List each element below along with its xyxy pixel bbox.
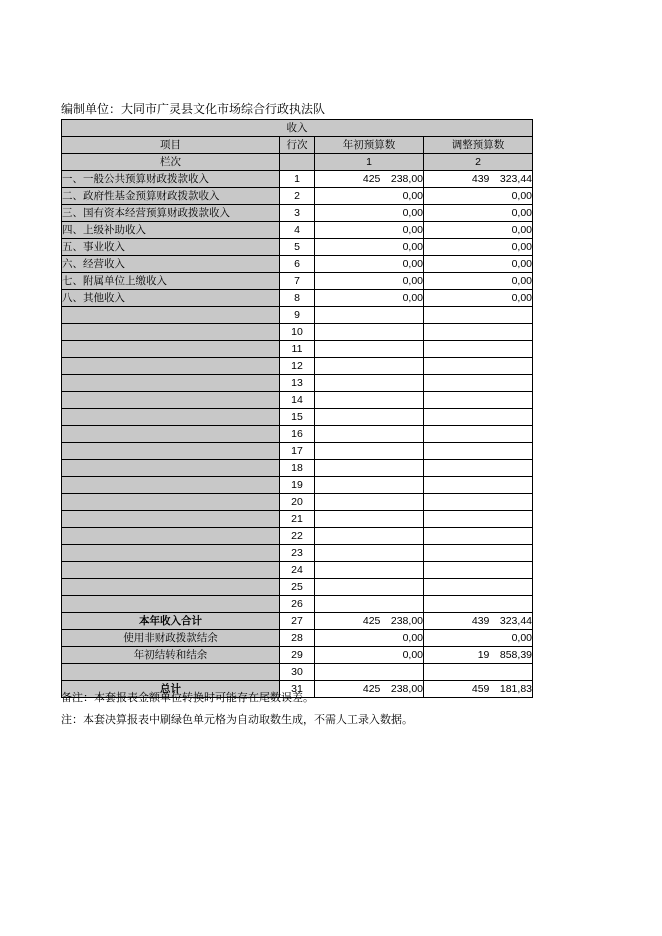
row-number-cell: 28 xyxy=(280,630,315,647)
row-item-label xyxy=(62,358,280,375)
row-item-label: 七、附属单位上缴收入 xyxy=(62,273,280,290)
table-row xyxy=(62,273,533,290)
row-value-adjusted-budget: 0,00 xyxy=(424,630,533,647)
row-value-initial-budget xyxy=(315,511,424,528)
row-value-initial-budget xyxy=(315,324,424,341)
row-value-initial-budget xyxy=(315,477,424,494)
row-value-adjusted-budget xyxy=(424,545,533,562)
table-remark: 备注：本套报表金额单位转换时可能存在尾数误差。 xyxy=(61,692,314,704)
row-value-initial-budget: 0,00 xyxy=(315,239,424,256)
row-item-label xyxy=(62,596,280,613)
row-value-adjusted-budget xyxy=(424,409,533,426)
row-value-adjusted-budget: 0,00 xyxy=(424,188,533,205)
row-value-initial-budget xyxy=(315,494,424,511)
row-value-adjusted-budget: 0,00 xyxy=(424,273,533,290)
row-item-label: 年初结转和结余 xyxy=(62,647,280,664)
table-row xyxy=(62,511,533,528)
row-item-label: 总计 xyxy=(62,681,280,698)
row-item-label xyxy=(62,528,280,545)
row-value-initial-budget: 425 238,00 xyxy=(315,681,424,698)
row-value-adjusted-budget xyxy=(424,596,533,613)
row-value-initial-budget: 0,00 xyxy=(315,647,424,664)
row-value-adjusted-budget xyxy=(424,460,533,477)
row-value-initial-budget xyxy=(315,596,424,613)
table-row xyxy=(62,579,533,596)
column-index-label: 栏次 xyxy=(62,154,280,171)
row-number-cell: 4 xyxy=(280,222,315,239)
row-value-adjusted-budget xyxy=(424,341,533,358)
row-value-adjusted-budget: 19 858,39 xyxy=(424,647,533,664)
table-row xyxy=(62,341,533,358)
row-number-cell: 19 xyxy=(280,477,315,494)
row-value-initial-budget xyxy=(315,358,424,375)
section-title-cell: 收入 xyxy=(62,120,533,137)
row-value-initial-budget xyxy=(315,375,424,392)
budget-revenue-table xyxy=(61,119,533,698)
row-value-initial-budget: 0,00 xyxy=(315,222,424,239)
row-value-adjusted-budget xyxy=(424,443,533,460)
row-number-cell: 11 xyxy=(280,341,315,358)
row-value-initial-budget: 0,00 xyxy=(315,188,424,205)
row-value-adjusted-budget xyxy=(424,477,533,494)
row-item-label: 本年收入合计 xyxy=(62,613,280,630)
row-value-adjusted-budget xyxy=(424,664,533,681)
row-item-label: 四、上级补助收入 xyxy=(62,222,280,239)
row-number-cell: 20 xyxy=(280,494,315,511)
row-number-cell: 27 xyxy=(280,613,315,630)
row-number-cell: 31 xyxy=(280,681,315,698)
row-item-label: 二、政府性基金预算财政拨款收入 xyxy=(62,188,280,205)
header-row-no: 行次 xyxy=(280,137,315,154)
table-column-index-row xyxy=(62,154,533,171)
header-item: 项目 xyxy=(62,137,280,154)
row-value-adjusted-budget xyxy=(424,494,533,511)
row-number-cell: 23 xyxy=(280,545,315,562)
row-value-adjusted-budget: 459 181,83 xyxy=(424,681,533,698)
header-col1: 年初预算数 xyxy=(315,137,424,154)
row-value-adjusted-budget xyxy=(424,358,533,375)
row-number-cell: 9 xyxy=(280,307,315,324)
row-value-initial-budget xyxy=(315,562,424,579)
row-value-initial-budget xyxy=(315,545,424,562)
table-row xyxy=(62,443,533,460)
row-value-adjusted-budget: 0,00 xyxy=(424,205,533,222)
table-row xyxy=(62,290,533,307)
row-value-adjusted-budget: 0,00 xyxy=(424,222,533,239)
row-item-label: 使用非财政拨款结余 xyxy=(62,630,280,647)
row-item-label xyxy=(62,579,280,596)
row-value-adjusted-budget xyxy=(424,511,533,528)
row-value-initial-budget xyxy=(315,409,424,426)
row-value-adjusted-budget xyxy=(424,307,533,324)
row-item-label xyxy=(62,324,280,341)
row-number-cell: 3 xyxy=(280,205,315,222)
row-number-cell: 14 xyxy=(280,392,315,409)
table-row xyxy=(62,171,533,188)
table-row xyxy=(62,358,533,375)
row-item-label xyxy=(62,307,280,324)
table-row xyxy=(62,647,533,664)
row-item-label xyxy=(62,443,280,460)
row-number-cell: 25 xyxy=(280,579,315,596)
row-value-initial-budget: 0,00 xyxy=(315,256,424,273)
row-value-initial-budget: 425 238,00 xyxy=(315,613,424,630)
table-row xyxy=(62,188,533,205)
row-item-label: 八、其他收入 xyxy=(62,290,280,307)
table-row xyxy=(62,460,533,477)
row-number-cell: 15 xyxy=(280,409,315,426)
row-value-adjusted-budget: 0,00 xyxy=(424,290,533,307)
row-value-initial-budget: 0,00 xyxy=(315,205,424,222)
row-item-label xyxy=(62,545,280,562)
row-value-initial-budget xyxy=(315,579,424,596)
row-number-cell: 1 xyxy=(280,171,315,188)
header-col2: 调整预算数 xyxy=(424,137,533,154)
table-section-title-row xyxy=(62,120,533,137)
table-row xyxy=(62,426,533,443)
column-index-1: 1 xyxy=(315,154,424,171)
table-row xyxy=(62,477,533,494)
row-number-cell: 22 xyxy=(280,528,315,545)
row-value-adjusted-budget xyxy=(424,392,533,409)
row-item-label: 五、事业收入 xyxy=(62,239,280,256)
table-row xyxy=(62,596,533,613)
preparing-unit-line: 编制单位：大同市广灵县文化市场综合行政执法队 xyxy=(61,102,326,116)
row-item-label xyxy=(62,562,280,579)
row-number-cell: 7 xyxy=(280,273,315,290)
row-value-initial-budget xyxy=(315,460,424,477)
row-number-cell: 30 xyxy=(280,664,315,681)
table-row xyxy=(62,239,533,256)
table-row xyxy=(62,630,533,647)
row-number-cell: 6 xyxy=(280,256,315,273)
row-value-initial-budget xyxy=(315,443,424,460)
row-number-cell: 10 xyxy=(280,324,315,341)
table-row xyxy=(62,324,533,341)
row-value-adjusted-budget xyxy=(424,324,533,341)
row-number-cell: 18 xyxy=(280,460,315,477)
table-header-row xyxy=(62,137,533,154)
row-number-cell: 2 xyxy=(280,188,315,205)
row-item-label xyxy=(62,664,280,681)
row-value-initial-budget xyxy=(315,307,424,324)
table-row xyxy=(62,494,533,511)
table-row xyxy=(62,375,533,392)
row-number-cell: 24 xyxy=(280,562,315,579)
table-row xyxy=(62,613,533,630)
row-item-label xyxy=(62,426,280,443)
row-value-initial-budget: 425 238,00 xyxy=(315,171,424,188)
row-value-initial-budget xyxy=(315,664,424,681)
column-index-2: 2 xyxy=(424,154,533,171)
row-item-label xyxy=(62,477,280,494)
row-value-adjusted-budget: 439 323,44 xyxy=(424,613,533,630)
row-number-cell: 13 xyxy=(280,375,315,392)
table-row xyxy=(62,528,533,545)
table-row xyxy=(62,222,533,239)
row-value-adjusted-budget xyxy=(424,528,533,545)
row-number-cell: 5 xyxy=(280,239,315,256)
row-number-cell: 21 xyxy=(280,511,315,528)
table-row xyxy=(62,307,533,324)
table-row xyxy=(62,409,533,426)
row-item-label xyxy=(62,494,280,511)
row-value-initial-budget xyxy=(315,341,424,358)
row-value-adjusted-budget xyxy=(424,375,533,392)
table-row xyxy=(62,205,533,222)
row-number-cell: 8 xyxy=(280,290,315,307)
row-item-label xyxy=(62,511,280,528)
table-body xyxy=(62,120,533,698)
row-item-label xyxy=(62,341,280,358)
table-row xyxy=(62,545,533,562)
table-note: 注：本套决算报表中刷绿色单元格为自动取数生成，不需人工录入数据。 xyxy=(61,714,413,726)
row-value-adjusted-budget xyxy=(424,579,533,596)
row-item-label xyxy=(62,460,280,477)
row-value-adjusted-budget xyxy=(424,562,533,579)
row-number-cell: 29 xyxy=(280,647,315,664)
row-item-label xyxy=(62,392,280,409)
table-row xyxy=(62,562,533,579)
row-value-initial-budget xyxy=(315,528,424,545)
row-value-initial-budget xyxy=(315,426,424,443)
row-value-adjusted-budget: 0,00 xyxy=(424,256,533,273)
row-item-label xyxy=(62,409,280,426)
row-number-cell: 12 xyxy=(280,358,315,375)
table-row xyxy=(62,664,533,681)
row-item-label: 三、国有资本经营预算财政拨款收入 xyxy=(62,205,280,222)
table-row xyxy=(62,392,533,409)
table-row xyxy=(62,256,533,273)
row-value-initial-budget: 0,00 xyxy=(315,630,424,647)
column-index-row-no xyxy=(280,154,315,171)
row-number-cell: 16 xyxy=(280,426,315,443)
row-item-label: 六、经营收入 xyxy=(62,256,280,273)
row-number-cell: 26 xyxy=(280,596,315,613)
row-item-label: 一、一般公共预算财政拨款收入 xyxy=(62,171,280,188)
row-value-adjusted-budget: 439 323,44 xyxy=(424,171,533,188)
row-value-initial-budget: 0,00 xyxy=(315,290,424,307)
row-value-initial-budget xyxy=(315,392,424,409)
row-value-adjusted-budget: 0,00 xyxy=(424,239,533,256)
row-value-adjusted-budget xyxy=(424,426,533,443)
row-value-initial-budget: 0,00 xyxy=(315,273,424,290)
row-item-label xyxy=(62,375,280,392)
row-number-cell: 17 xyxy=(280,443,315,460)
